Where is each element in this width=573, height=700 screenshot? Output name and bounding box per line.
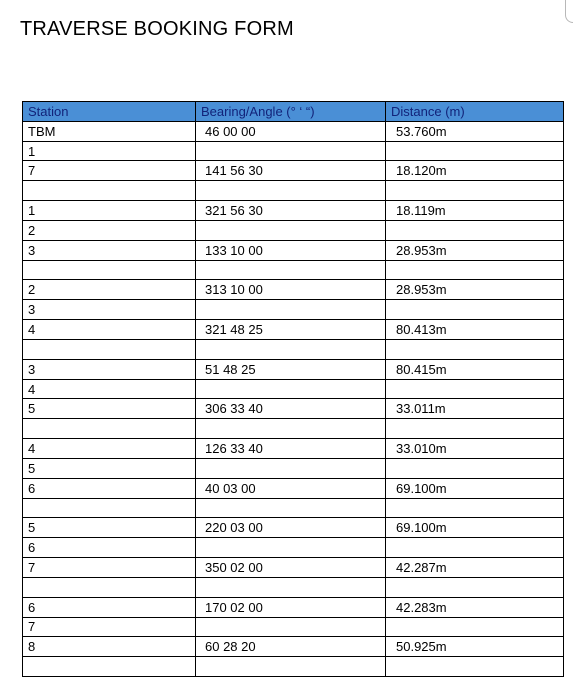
table-row bbox=[23, 320, 564, 340]
bearing-cell: 126 33 40 bbox=[196, 439, 386, 459]
distance-cell: 53.760m bbox=[386, 121, 564, 141]
distance-cell bbox=[386, 577, 564, 597]
page-curl-decoration bbox=[565, 0, 573, 23]
station-cell: 1 bbox=[23, 201, 196, 221]
distance-cell: 18.119m bbox=[386, 201, 564, 221]
station-cell: 4 bbox=[23, 320, 196, 340]
table-row bbox=[23, 518, 564, 538]
table-row bbox=[23, 260, 564, 280]
bearing-cell: 170 02 00 bbox=[196, 597, 386, 617]
distance-cell: 69.100m bbox=[386, 478, 564, 498]
bearing-cell: 40 03 00 bbox=[196, 478, 386, 498]
bearing-cell: 46 00 00 bbox=[196, 121, 386, 141]
distance-cell: 33.010m bbox=[386, 439, 564, 459]
bearing-cell: 141 56 30 bbox=[196, 161, 386, 181]
bearing-cell bbox=[196, 617, 386, 637]
distance-cell: 80.413m bbox=[386, 320, 564, 340]
table-row bbox=[23, 478, 564, 498]
table-row bbox=[23, 558, 564, 578]
table-row bbox=[23, 240, 564, 260]
station-cell: 1 bbox=[23, 141, 196, 161]
bearing-cell: 133 10 00 bbox=[196, 240, 386, 260]
distance-cell bbox=[386, 141, 564, 161]
table-row bbox=[23, 419, 564, 439]
station-cell: 5 bbox=[23, 518, 196, 538]
table-row bbox=[23, 181, 564, 201]
bearing-cell bbox=[196, 260, 386, 280]
station-cell bbox=[23, 419, 196, 439]
bearing-cell bbox=[196, 300, 386, 320]
header-distance: Distance (m) bbox=[386, 102, 564, 122]
table-row bbox=[23, 617, 564, 637]
distance-cell bbox=[386, 657, 564, 677]
distance-cell bbox=[386, 339, 564, 359]
bearing-cell: 350 02 00 bbox=[196, 558, 386, 578]
distance-cell: 80.415m bbox=[386, 359, 564, 379]
distance-cell: 69.100m bbox=[386, 518, 564, 538]
bearing-cell bbox=[196, 577, 386, 597]
table-row bbox=[23, 359, 564, 379]
table-row bbox=[23, 597, 564, 617]
distance-cell bbox=[386, 498, 564, 518]
station-cell: 5 bbox=[23, 399, 196, 419]
station-cell: 5 bbox=[23, 458, 196, 478]
table-row bbox=[23, 121, 564, 141]
distance-cell: 28.953m bbox=[386, 240, 564, 260]
distance-cell bbox=[386, 538, 564, 558]
form-title: TRAVERSE BOOKING FORM bbox=[20, 18, 294, 40]
distance-cell: 50.925m bbox=[386, 637, 564, 657]
station-cell bbox=[23, 181, 196, 201]
header-bearing-angle: Bearing/Angle (° ‘ “) bbox=[196, 102, 386, 122]
table-row bbox=[23, 439, 564, 459]
distance-cell bbox=[386, 379, 564, 399]
distance-cell: 28.953m bbox=[386, 280, 564, 300]
table-header-row bbox=[23, 102, 564, 122]
station-cell: 6 bbox=[23, 478, 196, 498]
table-row bbox=[23, 538, 564, 558]
station-cell: 4 bbox=[23, 439, 196, 459]
table-row bbox=[23, 339, 564, 359]
bearing-cell: 313 10 00 bbox=[196, 280, 386, 300]
station-cell bbox=[23, 339, 196, 359]
bearing-cell bbox=[196, 379, 386, 399]
bearing-cell: 60 28 20 bbox=[196, 637, 386, 657]
distance-cell bbox=[386, 458, 564, 478]
distance-cell bbox=[386, 260, 564, 280]
distance-cell: 18.120m bbox=[386, 161, 564, 181]
bearing-cell bbox=[196, 220, 386, 240]
table-row bbox=[23, 220, 564, 240]
station-cell bbox=[23, 577, 196, 597]
distance-cell bbox=[386, 220, 564, 240]
distance-cell: 42.283m bbox=[386, 597, 564, 617]
table-row bbox=[23, 399, 564, 419]
station-cell: 7 bbox=[23, 558, 196, 578]
distance-cell: 42.287m bbox=[386, 558, 564, 578]
bearing-cell bbox=[196, 657, 386, 677]
table-row bbox=[23, 498, 564, 518]
table-body bbox=[23, 121, 564, 676]
table-row bbox=[23, 201, 564, 221]
bearing-cell bbox=[196, 419, 386, 439]
table-row bbox=[23, 657, 564, 677]
bearing-cell: 220 03 00 bbox=[196, 518, 386, 538]
station-cell: 2 bbox=[23, 220, 196, 240]
station-cell: TBM bbox=[23, 121, 196, 141]
station-cell: 2 bbox=[23, 280, 196, 300]
bearing-cell bbox=[196, 141, 386, 161]
distance-cell: 33.011m bbox=[386, 399, 564, 419]
station-cell bbox=[23, 498, 196, 518]
table-row bbox=[23, 458, 564, 478]
station-cell: 3 bbox=[23, 300, 196, 320]
bearing-cell bbox=[196, 181, 386, 201]
table-row bbox=[23, 637, 564, 657]
station-cell: 3 bbox=[23, 359, 196, 379]
table-row bbox=[23, 161, 564, 181]
bearing-cell: 51 48 25 bbox=[196, 359, 386, 379]
header-station: Station bbox=[23, 102, 196, 122]
table-row bbox=[23, 141, 564, 161]
traverse-table bbox=[22, 101, 564, 677]
station-cell bbox=[23, 260, 196, 280]
station-cell: 3 bbox=[23, 240, 196, 260]
table-row bbox=[23, 379, 564, 399]
table-row bbox=[23, 577, 564, 597]
bearing-cell: 306 33 40 bbox=[196, 399, 386, 419]
station-cell bbox=[23, 657, 196, 677]
station-cell: 6 bbox=[23, 538, 196, 558]
distance-cell bbox=[386, 617, 564, 637]
station-cell: 7 bbox=[23, 617, 196, 637]
bearing-cell bbox=[196, 458, 386, 478]
station-cell: 8 bbox=[23, 637, 196, 657]
station-cell: 4 bbox=[23, 379, 196, 399]
table-row bbox=[23, 280, 564, 300]
bearing-cell: 321 56 30 bbox=[196, 201, 386, 221]
station-cell: 6 bbox=[23, 597, 196, 617]
bearing-cell bbox=[196, 339, 386, 359]
distance-cell bbox=[386, 181, 564, 201]
distance-cell bbox=[386, 300, 564, 320]
bearing-cell bbox=[196, 538, 386, 558]
bearing-cell: 321 48 25 bbox=[196, 320, 386, 340]
station-cell: 7 bbox=[23, 161, 196, 181]
bearing-cell bbox=[196, 498, 386, 518]
distance-cell bbox=[386, 419, 564, 439]
table-row bbox=[23, 300, 564, 320]
